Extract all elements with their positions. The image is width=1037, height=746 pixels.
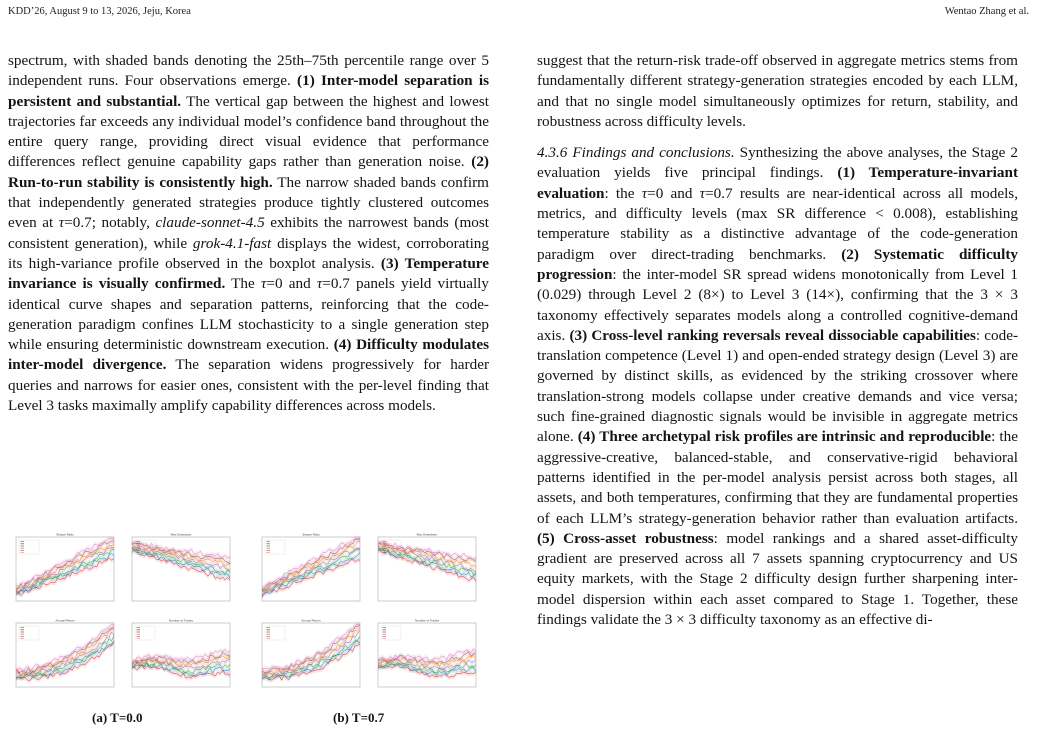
italic-term: 4.3.6 Findings and conclusions. bbox=[537, 144, 735, 162]
italic-term: grok-4.1-fast bbox=[192, 234, 272, 252]
text-run: : the aggressive-creative, balanced-stable, and conservative-rigid behavioral patterns identified in the per-model analysis persist across both stages, all assets, and both temperatures, confirming that they are fundamental properties of each LLM’s strategy-generation behavior rather than evaluation artifacts. bbox=[537, 428, 1018, 527]
figure-panel-a bbox=[8, 531, 234, 706]
bold-finding: (2) Systematic difficulty progression bbox=[537, 245, 1018, 283]
subplot-0 bbox=[254, 531, 364, 611]
subplot-title: Sharpe Ratio bbox=[56, 532, 74, 537]
bold-finding: (4) Difficulty modulates inter-model divergence. bbox=[8, 336, 489, 374]
bold-finding: (1) Temperature-invariant evaluation bbox=[537, 164, 1018, 202]
subplot-0 bbox=[8, 531, 118, 611]
italic-term: τ bbox=[316, 275, 323, 293]
subplot-title: Max Drawdown bbox=[170, 532, 192, 537]
author-running-head: Wentao Zhang et al. bbox=[944, 6, 1029, 17]
caption-b: (b) T=0.7 bbox=[333, 710, 385, 725]
italic-term: claude-sonnet-4.5 bbox=[155, 214, 265, 232]
subplot-title: Number of Trades bbox=[168, 618, 194, 623]
subplot-title: Annual Return bbox=[55, 618, 75, 623]
italic-term: τ bbox=[641, 184, 648, 202]
findings-paragraph bbox=[537, 143, 1018, 630]
text-run: The narrow shaded bands confirm that independently generated strategies produce tightly clustered outcomes even at bbox=[8, 173, 489, 232]
text-run: : the inter-model SR spread widens monotonically from Level 1 (0.029) through Level 2 (8×) to Level 3 (14×), confirming that the 3 × 3 taxonomy effectively separates models along a controlled cognitive-demand axis. bbox=[537, 265, 1018, 344]
right-column bbox=[537, 51, 1018, 630]
subplot-1 bbox=[370, 531, 480, 611]
continuation-paragraph bbox=[537, 51, 1018, 132]
bold-finding: (3) Cross-level ranking reversals reveal dissociable capabilities bbox=[569, 326, 976, 344]
text-run: =0.7; notably, bbox=[64, 214, 156, 232]
subplot-2 bbox=[254, 617, 364, 697]
text-run: spectrum, with shaded bands denoting the 25th–75th percentile range over 5 independent runs. Four observations emerge. bbox=[8, 52, 489, 90]
observations-paragraph bbox=[8, 51, 489, 416]
text-run: : model rankings and a shared asset-difficulty gradient are preserved across all 7 assets spanning cryptocurrency and US equity markets, with the Stage 2 difficulty design further sharpening inter-model dispersion within each asset compared to Stage 1. Together, these findings validate the 3 × 3 difficulty taxonomy as an effective di- bbox=[537, 529, 1018, 629]
text-run: displays the widest, corroborating its high-variance profile observed in the boxplot analysis. bbox=[8, 234, 489, 272]
subplot-title: Sharpe Ratio bbox=[302, 532, 320, 537]
bold-finding: (5) Cross-asset robustness bbox=[537, 529, 714, 547]
conference-info: KDD’26, August 9 to 13, 2026, Jeju, Korea bbox=[8, 6, 191, 17]
italic-term: τ bbox=[58, 214, 65, 232]
left-column bbox=[8, 51, 489, 416]
figure-line-grid bbox=[8, 531, 489, 706]
bold-finding: (2) Run-to-run stability is consistently high. bbox=[8, 153, 489, 191]
subplot-3 bbox=[370, 617, 480, 697]
text-run: exhibits the narrowest bands (most consistent generation), while bbox=[8, 214, 489, 252]
subplot-title: Annual Return bbox=[301, 618, 321, 623]
text-run: suggest that the return-risk trade-off observed in aggregate metrics stems from fundamentally different strategy-generation strategies encoded by each LLM, and that no single model simultaneously optimizes for return, stability, and robustness across difficulty levels. bbox=[537, 52, 1018, 130]
text-run: : the bbox=[604, 184, 642, 202]
italic-term: τ bbox=[260, 275, 267, 293]
subplot-3 bbox=[124, 617, 234, 697]
text-run: =0 and bbox=[647, 184, 700, 202]
text-run: The bbox=[225, 275, 261, 293]
bold-finding: (3) Temperature invariance is visually confirmed. bbox=[8, 254, 489, 293]
text-run: : code-translation competence (Level 1) and open-ended strategy design (Level 3) are governed by distinct skills, as evidenced by the striking crossover where translation-strong models collapse under creative demands and vice versa; such fine-grained diagnostic signals would be invisible in aggregate metrics alone. bbox=[537, 326, 1019, 446]
text-run: =0.7 results are near-identical across all models, metrics, and difficulty levels (max SR difference < 0.008), establishing temperature stability as a distinctive advantage of the code-generation paradigm over direct-trading benchmarks. bbox=[537, 184, 1018, 263]
text-run: =0 and bbox=[266, 275, 317, 293]
text-run: The vertical gap between the highest and lowest trajectories far exceeds any individual model’s confidence band throughout the entire query range, providing direct visual evidence that performance differences reflect genuine capability gaps rather than generation noise. bbox=[8, 92, 489, 171]
italic-term: τ bbox=[699, 184, 706, 202]
text-run: The separation widens progressively for harder queries and narrows for easier ones, consistent with the per-level finding that Level 3 tasks maximally amplify capability differences across models. bbox=[8, 356, 489, 415]
subplot-title: Number of Trades bbox=[414, 618, 440, 623]
bold-finding: (1) Inter-model separation is persistent and substantial. bbox=[8, 72, 489, 110]
caption-a: (a) T=0.0 bbox=[92, 710, 143, 725]
subplot-1 bbox=[124, 531, 234, 611]
text-run: Synthesizing the above analyses, the Stage 2 evaluation yields five principal findings. bbox=[537, 144, 1018, 182]
figure-panel-b bbox=[254, 531, 480, 706]
subplot-2 bbox=[8, 617, 118, 697]
bold-finding: (4) Three archetypal risk profiles are intrinsic and reproducible bbox=[577, 428, 992, 446]
text-run: =0.7 panels yield virtually identical curve shapes and separation patterns, reinforcing that the code-generation paradigm confines LLM stochasticity to a single generation step while ensuring deterministic downstream execution. bbox=[8, 275, 489, 354]
subplot-title: Max Drawdown bbox=[416, 532, 438, 537]
page-header bbox=[8, 6, 1029, 20]
